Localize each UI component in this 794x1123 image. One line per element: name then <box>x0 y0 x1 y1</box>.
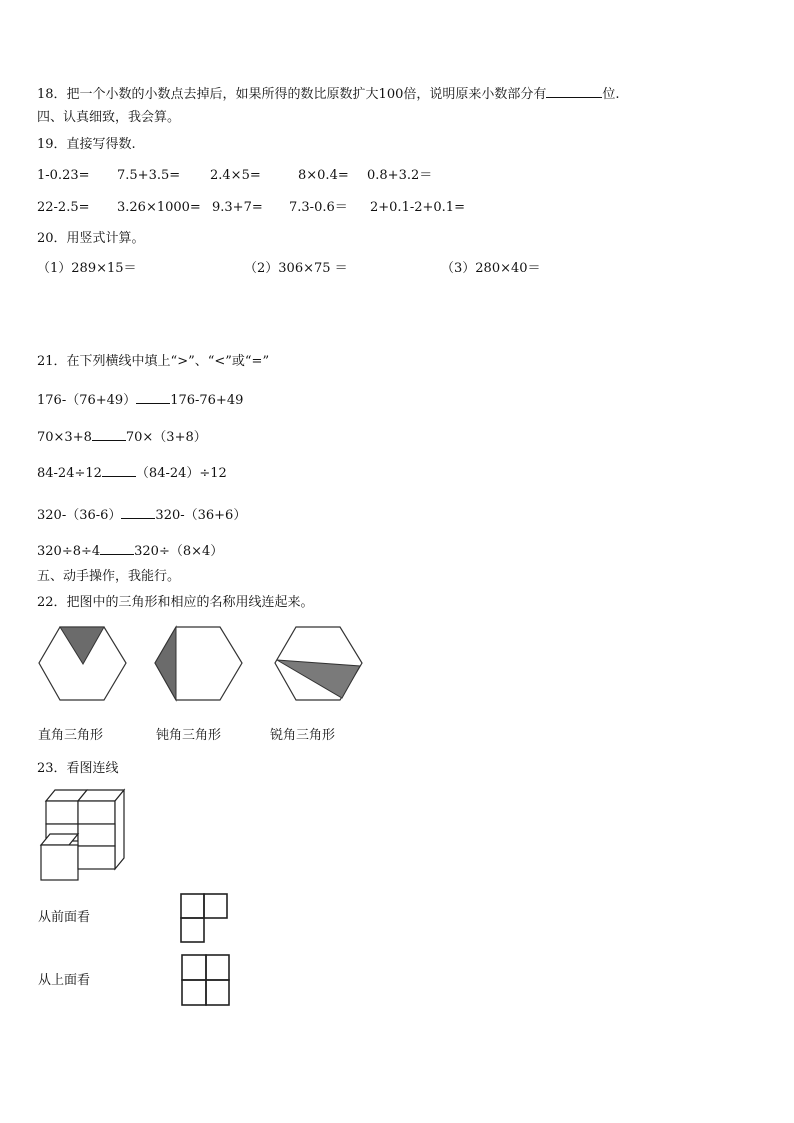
triangle-label-obtuse[interactable]: 钝角三角形 <box>156 728 222 743</box>
q21-right-expression: 176-76+49 <box>170 393 244 408</box>
section-5-title: 五、动手操作，我能行。 <box>37 569 181 584</box>
question-suffix: 位. <box>602 87 620 102</box>
compare-blank[interactable] <box>100 542 134 555</box>
q21-row <box>37 464 227 482</box>
triangle-label-right[interactable]: 直角三角形 <box>38 728 104 743</box>
q21-left-expression: 320-（36-6） <box>37 508 122 523</box>
answer-blank[interactable] <box>546 85 602 98</box>
q21-left-expression: 320÷8÷4 <box>37 544 101 559</box>
q19-row2-item: 3.26×1000= <box>117 200 201 215</box>
hexagon-figure-1[interactable] <box>38 626 128 702</box>
compare-blank[interactable] <box>121 506 155 519</box>
top-view-grid[interactable] <box>181 954 231 1007</box>
cube-stack-figure <box>38 786 130 884</box>
question-22-title: 22．把图中的三角形和相应的名称用线连起来。 <box>37 595 314 610</box>
q21-right-expression: （84-24）÷12 <box>135 466 227 481</box>
q19-row1-item: 8×0.4= <box>298 168 349 183</box>
q21-left-expression: 176-（76+49） <box>37 393 137 408</box>
question-21-title: 21．在下列横线中填上“>”、“<”或“=” <box>37 354 270 369</box>
triangle-label-acute[interactable]: 锐角三角形 <box>270 728 336 743</box>
q21-left-expression: 84-24÷12 <box>37 466 102 481</box>
section-4-title: 四、认真细致，我会算。 <box>37 110 181 125</box>
question-text: 把一个小数的小数点去掉后，如果所得的数比原数扩大100倍，说明原来小数部分有 <box>66 87 547 102</box>
q19-row2-item: 2+0.1-2+0.1= <box>370 200 465 215</box>
q19-row1-item: 7.5+3.5= <box>117 168 181 183</box>
question-number: 18． <box>37 87 67 102</box>
obtuse-triangle-shape <box>155 627 176 700</box>
q19-row1-item: 0.8+3.2＝ <box>367 168 433 183</box>
compare-blank[interactable] <box>102 464 136 477</box>
q20-item: （2）306×75 ＝ <box>244 261 348 276</box>
hexagon-figure-3[interactable] <box>274 626 364 702</box>
view-label-top[interactable]: 从上面看 <box>38 973 91 988</box>
q21-row <box>37 391 243 409</box>
q21-right-expression: 320÷（8×4） <box>134 544 224 559</box>
question-19-title: 19．直接写得数. <box>37 137 136 152</box>
q19-row2-item: 22-2.5= <box>37 200 90 215</box>
question-18 <box>37 85 620 103</box>
view-label-front[interactable]: 从前面看 <box>38 910 91 925</box>
q21-row <box>37 542 223 560</box>
compare-blank[interactable] <box>136 391 170 404</box>
q20-item: （1）289×15＝ <box>37 261 137 276</box>
q21-row <box>37 428 207 446</box>
q21-right-expression: 320-（36+6） <box>155 508 247 523</box>
hexagon-figure-2[interactable] <box>154 626 244 702</box>
question-23-title: 23．看图连线 <box>37 761 119 776</box>
q19-row2-item: 9.3+7= <box>212 200 263 215</box>
q20-item: （3）280×40＝ <box>441 261 541 276</box>
q21-row <box>37 506 246 524</box>
q19-row1-item: 1-0.23= <box>37 168 90 183</box>
question-20-title: 20．用竖式计算。 <box>37 231 145 246</box>
q21-right-expression: 70×（3+8） <box>125 430 207 445</box>
compare-blank[interactable] <box>92 428 126 441</box>
q19-row2-item: 7.3-0.6＝ <box>289 200 348 215</box>
front-view-grid[interactable] <box>180 893 230 945</box>
q21-left-expression: 70×3+8 <box>37 430 92 445</box>
q19-row1-item: 2.4×5= <box>210 168 261 183</box>
